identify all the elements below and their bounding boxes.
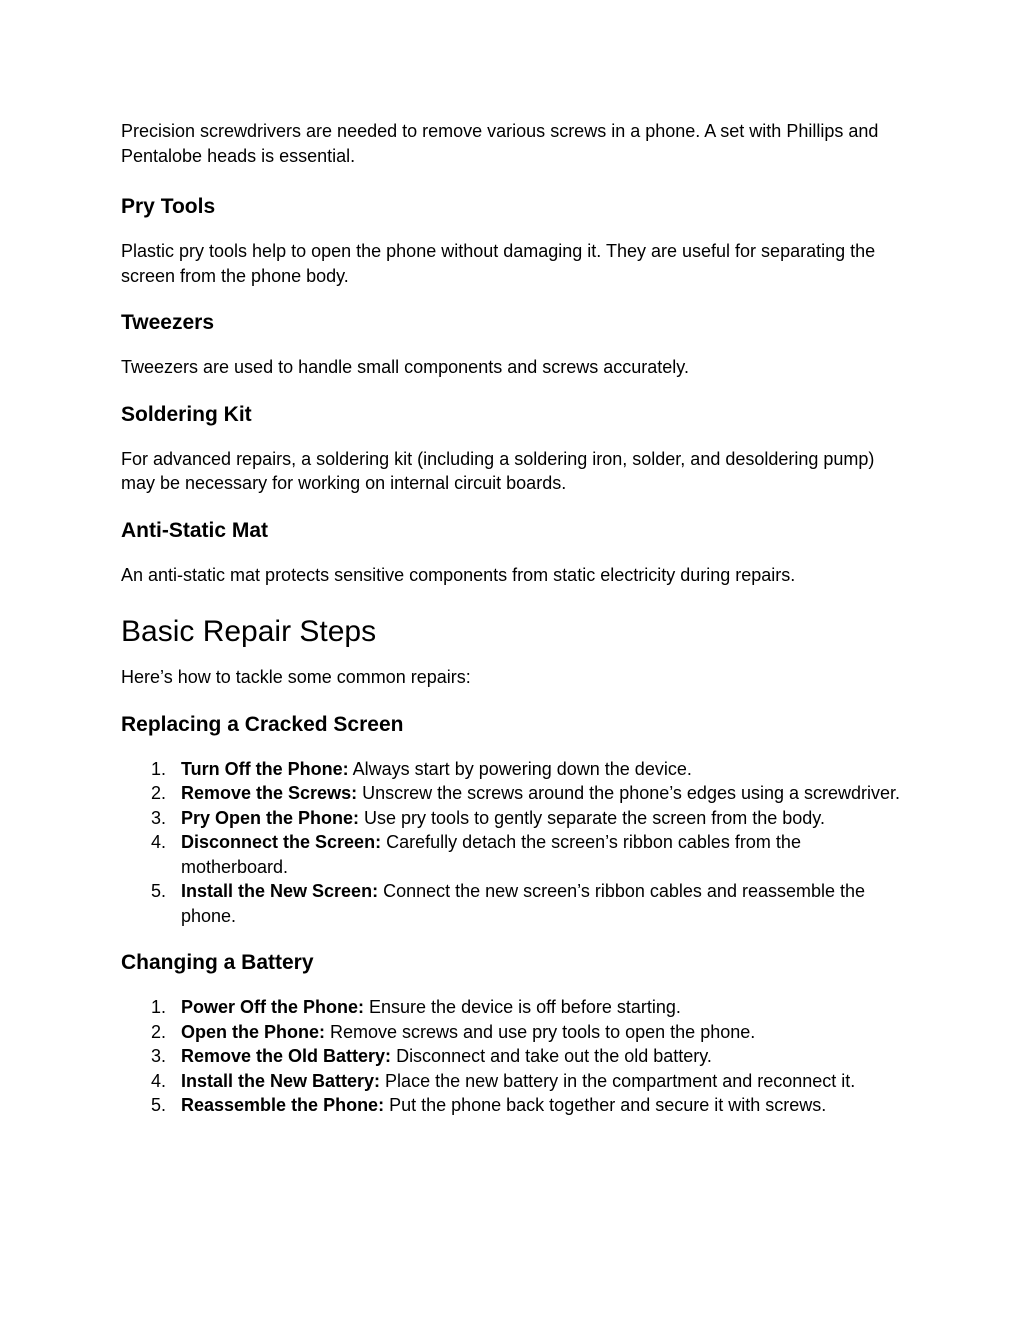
- step-text: Place the new battery in the compartment and reconnect it.: [380, 1070, 856, 1091]
- list-item: [121, 757, 906, 782]
- screwdrivers-paragraph: Precision screwdrivers are needed to remove various screws in a phone. A set with Phillips and Pentalobe heads is essential.: [121, 121, 879, 166]
- step-text: Unscrew the screws around the phone’s edges using a screwdriver.: [357, 783, 901, 803]
- step-label: Remove the Old Battery:: [181, 1046, 392, 1066]
- step-label: Reassemble the Phone:: [181, 1095, 385, 1115]
- step-text: Remove screws and use pry tools to open the phone.: [325, 1021, 756, 1042]
- step-number: 3.: [151, 1046, 167, 1066]
- screen-steps-list: [121, 757, 906, 929]
- tweezers-heading: Tweezers: [121, 311, 214, 334]
- step-label: Pry Open the Phone:: [181, 807, 360, 828]
- step-text: Put the phone back together and secure it with screws.: [384, 1095, 827, 1115]
- changing-battery-heading: Changing a Battery: [121, 951, 314, 974]
- step-label: Install the New Screen:: [181, 881, 379, 901]
- step-label: Remove the Screws:: [181, 783, 358, 803]
- step-number: 4.: [151, 1070, 167, 1091]
- basic-repair-intro: Here’s how to tackle some common repairs:: [121, 667, 471, 687]
- basic-repair-steps-title: Basic Repair Steps: [121, 615, 377, 648]
- step-number: 2.: [151, 1021, 167, 1042]
- step-text: Carefully detach the screen’s ribbon cables from the motherboard.: [181, 832, 801, 877]
- step-number: 3.: [151, 807, 167, 828]
- list-item: [121, 806, 906, 831]
- list-item: [121, 1093, 906, 1118]
- tweezers-paragraph: Tweezers are used to handle small components and screws accurately.: [121, 357, 689, 377]
- replacing-screen-heading: Replacing a Cracked Screen: [121, 712, 404, 736]
- step-label: Power Off the Phone:: [181, 997, 365, 1017]
- pry-tools-paragraph: Plastic pry tools help to open the phone without damaging it. They are useful for separating the screen from the phone body.: [121, 241, 876, 286]
- list-item: [121, 1044, 906, 1069]
- step-text: Ensure the device is off before starting.: [364, 997, 681, 1017]
- step-label: Install the New Battery:: [181, 1070, 381, 1091]
- list-item: [121, 1020, 906, 1045]
- step-text: Connect the new screen’s ribbon cables and reassemble the phone.: [181, 881, 866, 926]
- step-label: Open the Phone:: [181, 1021, 325, 1042]
- step-number: 5.: [151, 1095, 167, 1115]
- step-number: 2.: [151, 783, 167, 803]
- step-text: Use pry tools to gently separate the screen from the body.: [359, 807, 825, 828]
- step-text: Always start by powering down the device.: [348, 758, 692, 779]
- anti-static-mat-paragraph: An anti-static mat protects sensitive components from static electricity during repairs.: [121, 564, 796, 585]
- pry-tools-heading: Pry Tools: [121, 195, 216, 218]
- step-number: 4.: [151, 832, 167, 852]
- soldering-kit-heading: Soldering Kit: [121, 402, 252, 426]
- anti-static-mat-heading: Anti-Static Mat: [121, 518, 268, 542]
- step-label: Turn Off the Phone:: [181, 758, 349, 779]
- step-number: 5.: [151, 881, 167, 901]
- list-item: [121, 879, 906, 928]
- step-number: 1.: [151, 997, 167, 1017]
- battery-steps-list: [121, 995, 906, 1118]
- step-text: Disconnect and take out the old battery.: [391, 1046, 712, 1066]
- soldering-kit-paragraph: For advanced repairs, a soldering kit (including a soldering iron, solder, and desoldering pump) may be necessary for working on internal circuit boards.: [121, 448, 875, 493]
- list-item: [121, 995, 906, 1020]
- list-item: [121, 1069, 906, 1094]
- step-label: Disconnect the Screen:: [181, 832, 382, 852]
- list-item: [121, 781, 906, 806]
- list-item: [121, 830, 906, 879]
- step-number: 1.: [151, 758, 167, 779]
- document-content: [121, 119, 906, 1118]
